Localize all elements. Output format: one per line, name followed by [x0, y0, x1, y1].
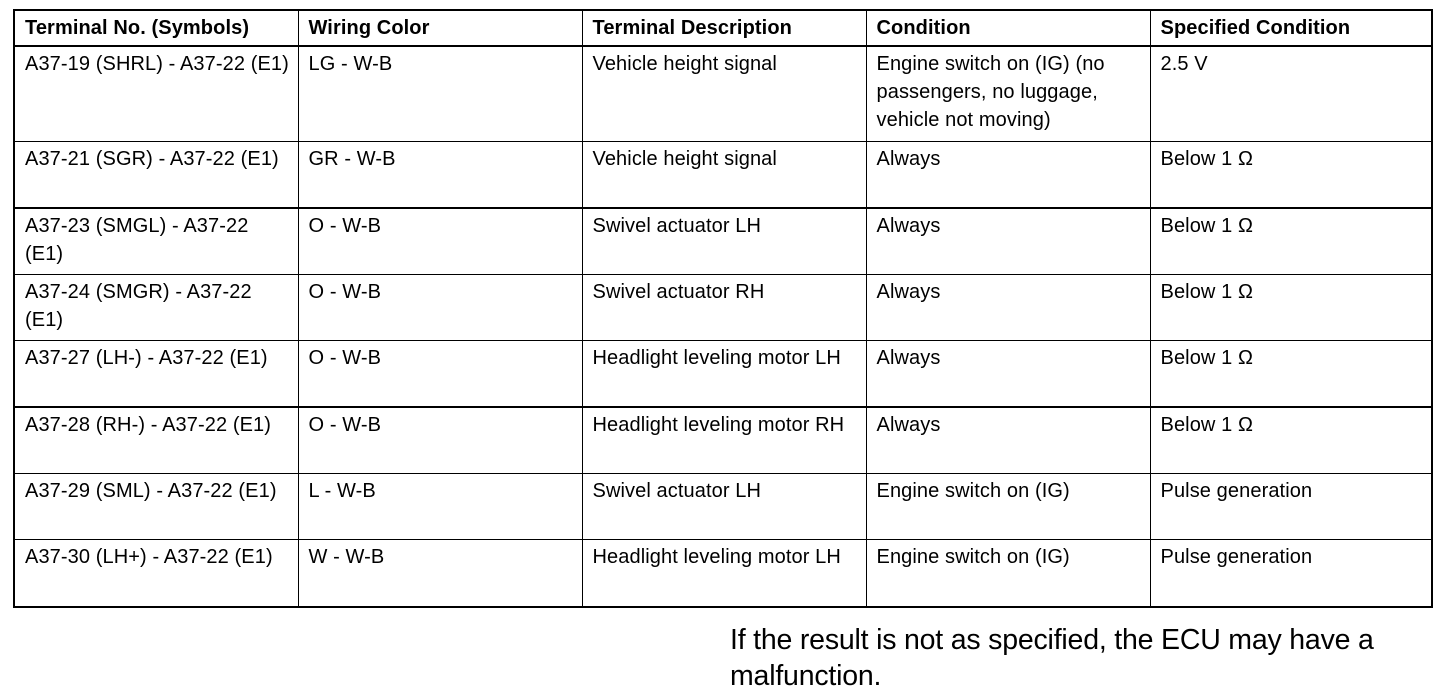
cell-specified-condition: 2.5 V	[1150, 46, 1432, 142]
header-condition: Condition	[866, 10, 1150, 46]
cell-terminal-description: Headlight leveling motor RH	[582, 407, 866, 474]
malfunction-note: If the result is not as specified, the ECU may have a malfunction.	[730, 624, 1374, 692]
table-row	[14, 407, 1432, 474]
cell-condition: Engine switch on (IG)	[866, 540, 1150, 608]
table-row	[14, 341, 1432, 408]
table-row	[14, 540, 1432, 608]
cell-terminal-no: A37-23 (SMGL) - A37-22 (E1)	[14, 208, 298, 275]
cell-terminal-no: A37-28 (RH-) - A37-22 (E1)	[14, 407, 298, 474]
cell-wiring-color: W - W-B	[298, 540, 582, 608]
cell-specified-condition: Below 1 Ω	[1150, 407, 1432, 474]
cell-wiring-color: O - W-B	[298, 208, 582, 275]
cell-wiring-color: O - W-B	[298, 341, 582, 408]
cell-terminal-no: A37-21 (SGR) - A37-22 (E1)	[14, 142, 298, 209]
header-terminal-no: Terminal No. (Symbols)	[14, 10, 298, 46]
cell-condition: Engine switch on (IG) (no passengers, no luggage, vehicle not moving)	[866, 46, 1150, 142]
cell-condition: Always	[866, 208, 1150, 275]
cell-wiring-color: O - W-B	[298, 275, 582, 341]
header-specified-condition: Specified Condition	[1150, 10, 1432, 46]
cell-wiring-color: LG - W-B	[298, 46, 582, 142]
cell-specified-condition: Pulse generation	[1150, 540, 1432, 608]
cell-specified-condition: Below 1 Ω	[1150, 208, 1432, 275]
cell-specified-condition: Below 1 Ω	[1150, 275, 1432, 341]
table-row	[14, 142, 1432, 209]
table-row	[14, 208, 1432, 275]
cell-wiring-color: GR - W-B	[298, 142, 582, 209]
cell-condition: Always	[866, 275, 1150, 341]
cell-terminal-no: A37-30 (LH+) - A37-22 (E1)	[14, 540, 298, 608]
table-row	[14, 474, 1432, 540]
cell-terminal-description: Vehicle height signal	[582, 142, 866, 209]
header-terminal-description: Terminal Description	[582, 10, 866, 46]
cell-terminal-description: Swivel actuator RH	[582, 275, 866, 341]
header-wiring-color: Wiring Color	[298, 10, 582, 46]
terminal-spec-table	[13, 9, 1433, 608]
cell-condition: Always	[866, 341, 1150, 408]
cell-condition: Engine switch on (IG)	[866, 474, 1150, 540]
cell-wiring-color: O - W-B	[298, 407, 582, 474]
cell-specified-condition: Below 1 Ω	[1150, 142, 1432, 209]
cell-terminal-no: A37-27 (LH-) - A37-22 (E1)	[14, 341, 298, 408]
cell-condition: Always	[866, 142, 1150, 209]
cell-wiring-color: L - W-B	[298, 474, 582, 540]
cell-terminal-no: A37-24 (SMGR) - A37-22 (E1)	[14, 275, 298, 341]
cell-terminal-no: A37-19 (SHRL) - A37-22 (E1)	[14, 46, 298, 142]
table-row	[14, 275, 1432, 341]
cell-terminal-description: Swivel actuator LH	[582, 474, 866, 540]
cell-terminal-no: A37-29 (SML) - A37-22 (E1)	[14, 474, 298, 540]
cell-condition: Always	[866, 407, 1150, 474]
table-header-row	[14, 10, 1432, 46]
cell-specified-condition: Pulse generation	[1150, 474, 1432, 540]
table-row	[14, 46, 1432, 142]
cell-specified-condition: Below 1 Ω	[1150, 341, 1432, 408]
cell-terminal-description: Swivel actuator LH	[582, 208, 866, 275]
cell-terminal-description: Vehicle height signal	[582, 46, 866, 142]
cell-terminal-description: Headlight leveling motor LH	[582, 341, 866, 408]
cell-terminal-description: Headlight leveling motor LH	[582, 540, 866, 608]
